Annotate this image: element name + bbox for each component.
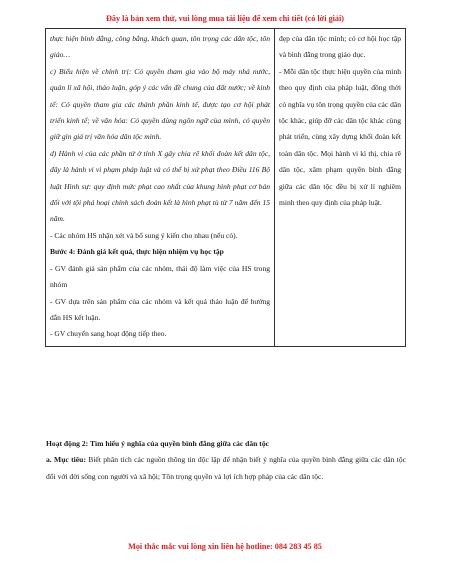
answer-paragraph: c) Biểu hiện về chính trị: Có quyền tham gia vào bộ máy nhà nước, quản lí xã hội, thảo luận, góp ý các vấn đề chung của đất nước; về kinh tế: Có quyền tham gia các thành phần kinh tế, được tạo cơ hội phát triển kinh tế; về văn hóa: Có quyền dùng ngôn ngữ của mình, có quyền giữ gìn giá trị văn hóa dân tộc mình.	[50, 66, 270, 142]
activity-section	[46, 436, 406, 485]
goal-text: Biết phân tích các nguồn thông tin độc lập để nhận biết ý nghĩa của quyền bình đẳng giữa các dân tộc đối với đời sống con người và xã hội; Tôn trọng quyền và lợi ích hợp pháp của các dân tộc.	[46, 455, 406, 481]
preview-banner: Đây là bản xem thử, vui lòng mua tài liệu để xem chi tiết (có lời giải)	[105, 14, 344, 23]
product-cell	[275, 29, 406, 347]
goal-paragraph	[46, 452, 406, 485]
product-paragraph: đẹp của dân tộc mình; có cơ hội học tập và bình đẳng trong giáo dục.	[279, 34, 401, 60]
step-item: - GV chuyển sang hoạt động tiếp theo.	[50, 329, 167, 339]
step-heading: Bước 4: Đánh giá kết quả, thực hiện nhiệm vụ học tập	[50, 247, 224, 257]
table-row	[46, 29, 406, 347]
product-paragraph: - Mỗi dân tộc thực hiện quyền của mình theo quy định của pháp luật, đồng thời có nghĩa vụ tôn trọng quyền của các dân tộc khác, giúp đỡ các dân tộc khác cùng phát triển, cùng xây dựng khối đoàn kết toàn dân tộc. Mọi hành vi kì thị, chia rẽ dân tộc, xâm phạm quyền bình đẳng giữa các dân tộc đều bị xử lí nghiêm minh theo quy định của pháp luật.	[279, 66, 401, 208]
hotline-banner: Mọi thắc mắc vui lòng xin liên hệ hotline: 084 283 45 85	[128, 542, 322, 551]
activity-cell	[46, 29, 275, 347]
step-item: - GV dựa trên sản phẩm của các nhóm và kết quả thảo luận để hướng dẫn HS kết luận.	[50, 296, 270, 322]
answer-paragraph: thực hiện bình đẳng, công bằng, khách quan, tôn trọng các dân tộc, tôn giáo…	[50, 34, 270, 60]
activity-heading: Hoạt động 2: Tìm hiểu ý nghĩa của quyền bình đẳng giữa các dân tộc	[46, 439, 269, 448]
note-paragraph: - Các nhóm HS nhận xét và bổ sung ý kiến cho nhau (nếu có).	[50, 230, 238, 240]
answer-paragraph: d) Hành vi của các phần tử ở tỉnh X gây chia rẽ khối đoàn kết dân tộc, đây là hành vi vi phạm pháp luật và có thể bị xử phạt theo Điều 116 Bộ luật Hình sự: quy định mức phạt cao nhất của khung hình phạt cơ bản đối với tội phá hoại chính sách đoàn kết là hình phạt tù từ 7 năm đến 15 năm.	[50, 148, 270, 224]
goal-label: a. Mục tiêu:	[46, 455, 86, 465]
step-item: - GV đánh giá sản phẩm của các nhóm, thái độ làm việc của HS trong nhóm	[50, 263, 270, 290]
lesson-table	[45, 28, 406, 347]
